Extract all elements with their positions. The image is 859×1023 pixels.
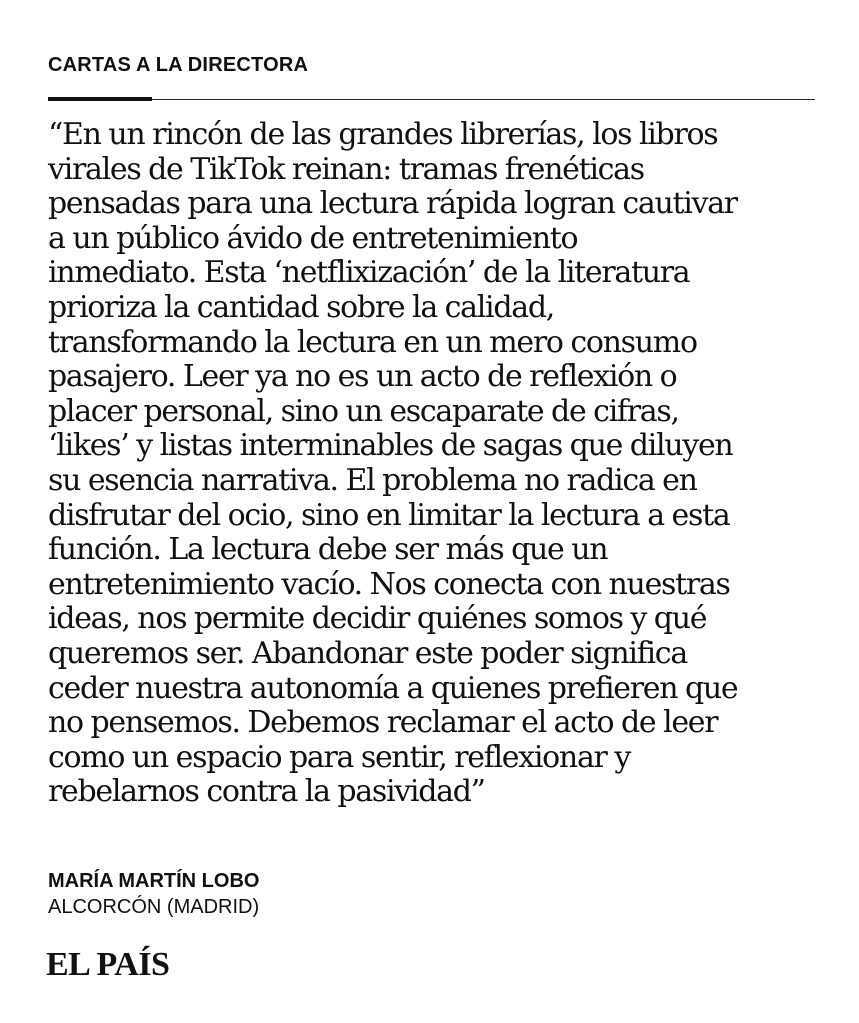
header-accent-bar xyxy=(48,97,152,101)
letter-line: “En un rincón de las grandes librerías, los libros xyxy=(48,117,718,152)
letter-line: placer personal, sino un escaparate de cifras, xyxy=(48,393,679,429)
section-title: CARTAS A LA DIRECTORA xyxy=(48,54,309,76)
letter-line: ceder nuestra autonomía a quienes prefieren que xyxy=(48,670,738,706)
letter-line: a un público ávido de entretenimiento xyxy=(48,220,578,256)
letter-line: disfrutar del ocio, sino en limitar la lectura a esta xyxy=(48,497,730,533)
letter-line: rebelarnos contra la pasividad” xyxy=(48,774,485,810)
letter-line: no pensemos. Debemos reclamar el acto de leer xyxy=(48,705,718,741)
letter-line: ‘likes’ y listas interminables de sagas que diluyen xyxy=(48,428,733,464)
letter-line: pasajero. Leer ya no es un acto de reflexión o xyxy=(48,359,677,395)
el-pais-logo: EL PAÍS xyxy=(46,946,170,983)
letter-line: queremos ser. Abandonar este poder significa xyxy=(48,635,687,671)
author-name: MARÍA MARTÍN LOBO xyxy=(48,870,260,892)
letter-line: ideas, nos permite decidir quiénes somos y qué xyxy=(48,601,707,637)
letter-line: virales de TikTok reinan: tramas frenéticas xyxy=(48,151,644,187)
letter-line: función. La lectura debe ser más que un xyxy=(48,532,608,568)
author-location: ALCORCÓN (MADRID) xyxy=(48,896,260,918)
header-divider xyxy=(48,99,815,100)
letter-line: transformando la lectura en un mero consumo xyxy=(48,324,697,360)
letter-line: como un espacio para sentir, reflexionar y xyxy=(48,739,630,775)
letter-line: su esencia narrativa. El problema no radica en xyxy=(48,462,697,498)
letter-line: prioriza la cantidad sobre la calidad, xyxy=(48,289,554,325)
letter-line: inmediato. Esta ‘netflixización’ de la literatura xyxy=(48,255,690,291)
letter-line: pensadas para una lectura rápida logran cautivar xyxy=(48,186,737,222)
letter-line: entretenimiento vacío. Nos conecta con nuestras xyxy=(48,566,730,602)
letter-body xyxy=(48,118,848,810)
